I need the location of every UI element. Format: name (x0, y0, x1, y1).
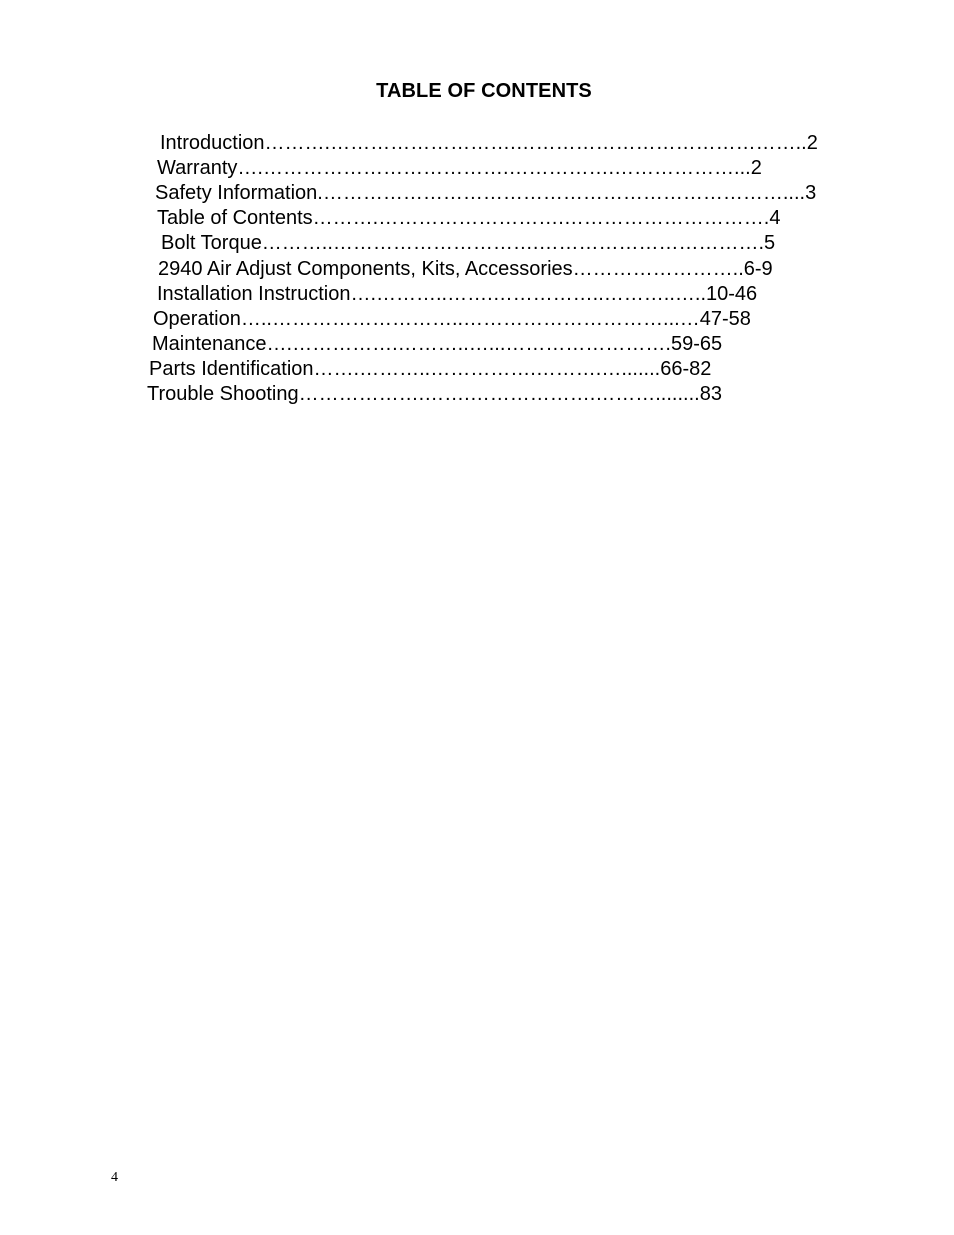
toc-entry-maintenance: Maintenance….…………….………..…...…………………….59-65 (152, 333, 723, 355)
toc-entry-bolt-torque: Bolt Torque………..………………………….…………………………….5 (161, 232, 776, 254)
toc-entry-warranty: Warranty….……………………………….…………….………………...2 (157, 157, 762, 179)
toc-entry-air-adjust-components: 2940 Air Adjust Components, Kits, Accessories……………………..6-9 (158, 258, 773, 280)
toc-entry-table-of-contents: Table of Contents……….……………………….………………………….4 (157, 207, 781, 229)
toc-entry-installation-instruction: Installation Instruction….………..…….……………..………..…..10-46 (157, 283, 758, 305)
toc-entry-operation: Operation…..………………………..…………………………...…47-58 (153, 308, 751, 330)
page-number: 4 (111, 1170, 118, 1185)
toc-entry-parts-identification: Parts Identification…….………..…………….……….….......66-82 (149, 358, 712, 380)
toc-entry-introduction: Introduction……….……………………….……………………………………..2 (160, 132, 818, 154)
toc-entry-safety-information: Safety Information.……………………………………………………………....3 (155, 182, 817, 204)
page-title: TABLE OF CONTENTS (376, 80, 592, 102)
toc-entry-trouble-shooting: Trouble Shooting……………….…….……………….………........83 (147, 383, 722, 405)
